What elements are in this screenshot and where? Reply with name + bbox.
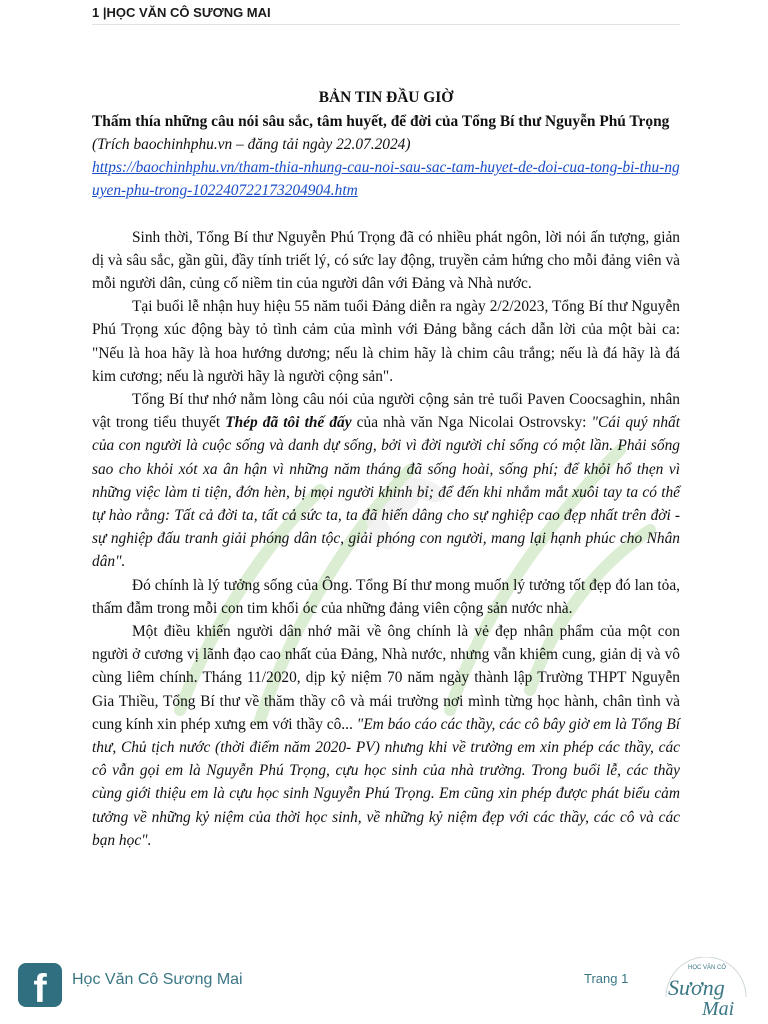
paragraph-3 [92, 388, 680, 574]
p5-text: Một điều khiến người dân nhớ mãi về ông chính là vẻ đẹp nhân phẩm của một con người ở cương vị lãnh đạo cao nhất của Đảng, Nhà nước, nhưng vẫn khiêm cung, giản dị và vô cùng liêm chính. Tháng 11/2020, dịp kỷ niệm 70 năm ngày thành lập Trường THPT Nguyễn Gia Thiều, Tổng Bí thư về thăm thầy cô và mái trường nơi mình từng học hành, chân tình và cung kính xin phép xưng em với thầy cô... [92, 623, 680, 733]
book-title: Thép đã tôi thế đấy [225, 414, 352, 432]
page-header: 1 |HỌC VĂN CÔ SƯƠNG MAI [92, 4, 680, 25]
footer-brand-name: Học Văn Cô Sương Mai [72, 971, 243, 988]
logo-small-text: HỌC VĂN CÔ [688, 965, 727, 971]
logo-script-1: Sương [668, 975, 725, 1000]
p5-quote: "Em báo cáo các thầy, các cô bây giờ em là Tổng Bí thư, Chủ tịch nước (thời điểm năm 2020- PV) nhưng khi về trường em xin phép các thầy, các cô vẫn gọi em là Nguyễn Phú Trọng, cựu học sinh của nhà trường. Trong buổi lễ, các thầy cùng giới thiệu em là cựu học sinh Nguyễn Phú Trọng. Em cũng xin phép được phát biểu cảm tưởng về những kỷ niệm của thời học sinh, về những kỷ niệm đẹp với các thầy, các cô và các bạn học". [92, 715, 681, 849]
document-body [92, 86, 680, 852]
paragraph-4: Đó chính là lý tưởng sống của Ông. Tổng Bí thư mong muốn lý tưởng tốt đẹp đó lan tỏa, thấm đẫm trong mỗi con tim khối óc của những đảng viên cộng sản nước nhà. [92, 576, 680, 617]
facebook-icon[interactable]: f [18, 963, 62, 1007]
paragraph-5 [92, 620, 680, 852]
paragraph-1: Sinh thời, Tổng Bí thư Nguyễn Phú Trọng đã có nhiều phát ngôn, lời nói ấn tượng, giản dị và sâu sắc, gần gũi, đầy tính triết lý, có sức lay động, truyền cảm hứng cho mỗi đảng viên và mỗi người dân, củng cố niềm tin của người dân với Đảng và Nhà nước. [92, 228, 680, 293]
p3-text-b: của nhà văn Nga Nicolai Ostrovsky: [351, 414, 592, 432]
doc-title: BẢN TIN ĐẦU GIỜ [318, 89, 454, 106]
source-link[interactable]: https://baochinhphu.vn/tham-thia-nhung-cau-noi-sau-sac-tam-huyet-de-doi-cua-tong-bi-thu-nguyen-phu-trong-102240722173204904.htm [92, 159, 680, 200]
brand-logo [658, 957, 754, 1021]
p3-text-a: Tổng Bí thư nhớ nằm lòng câu nói của người cộng sản trẻ tuổi Paven Coocsaghin, nhân vật trong tiểu thuyết [92, 391, 680, 432]
p3-quote: "Cái quý nhất của con người là cuộc sống và danh dự sống, bởi vì đời người chỉ sống có một lần. Phải sống sao cho khỏi xót xa ân hận vì những năm tháng đã sống hoài, sống phí; để khỏi hổ thẹn vì những việc làm ti tiện, đớn hèn, bị mọi người khinh bỉ; để đến khi nhắm mắt xuôi tay ta có thể tự hào rằng: Tất cả đời ta, tất cả sức ta, ta đã hiến dâng cho sự nghiệp cao đẹp nhất trên đời - sự nghiệp đấu tranh giải phóng dân tộc, giải phóng con người, mang lại hạnh phúc cho Nhân dân". [92, 414, 680, 571]
doc-subtitle: Thấm thía những câu nói sâu sắc, tâm huyết, để đời của Tổng Bí thư Nguyễn Phú Trọng [92, 113, 670, 130]
paragraph-2: Tại buổi lễ nhận huy hiệu 55 năm tuổi Đảng diễn ra ngày 2/2/2023, Tổng Bí thư Nguyễn Phú Trọng xúc động bày tỏ tình cảm của mình với Đảng bằng cách dẫn lời của một bài ca: "Nếu là hoa hãy là hoa hướng dương; nếu là chim hãy là chim câu trắng; nếu là đá hãy là đá kim cương; nếu là người hãy là người cộng sản". [92, 298, 680, 385]
page-footer [0, 955, 768, 1024]
logo-script-2: Mai [702, 998, 735, 1020]
doc-source: (Trích baochinhphu.vn – đăng tải ngày 22.07.2024) [92, 136, 411, 153]
page-number: Trang 1 [584, 971, 629, 986]
